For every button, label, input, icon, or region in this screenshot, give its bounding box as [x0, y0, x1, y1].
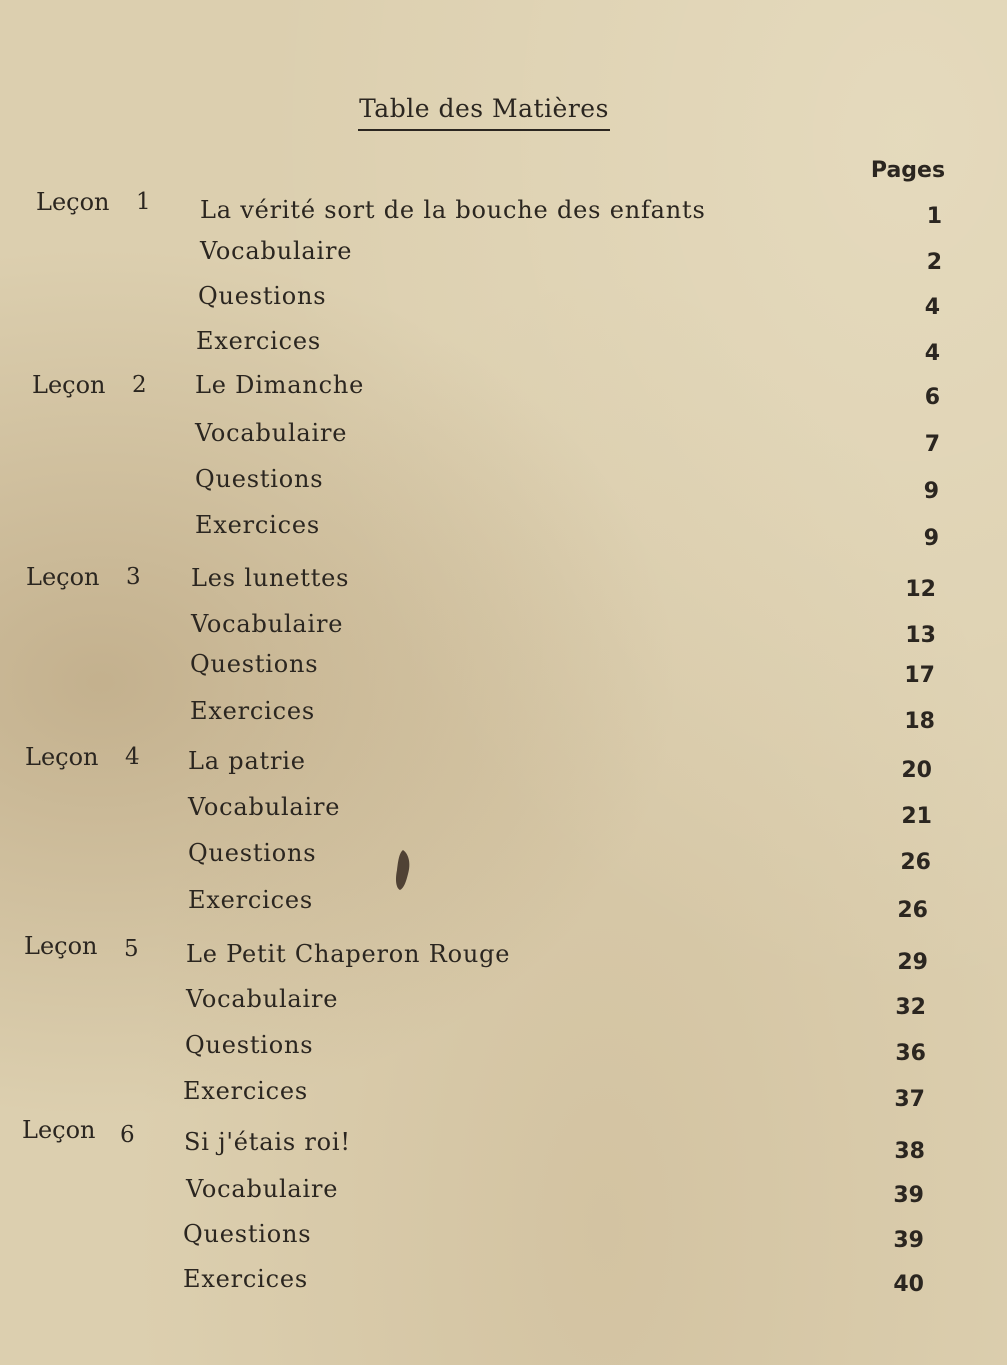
page-number: 13 [905, 623, 936, 648]
entry-exercices: Exercices [183, 1265, 309, 1293]
entry-questions: Questions [188, 839, 317, 867]
lesson-label: Leçon [32, 371, 106, 399]
entry-questions: Questions [198, 282, 327, 310]
page-number: 32 [895, 995, 926, 1020]
page-number: 18 [904, 709, 935, 734]
page-number: 20 [901, 758, 932, 783]
page-number: 1 [926, 204, 942, 229]
page-number: 38 [894, 1139, 925, 1164]
title-underline [358, 129, 610, 131]
entry-vocabulaire: Vocabulaire [200, 237, 353, 265]
page-number: 26 [897, 898, 928, 923]
lesson-label: Leçon [36, 188, 110, 216]
lesson-number: 2 [132, 372, 147, 398]
page-number: 21 [901, 804, 932, 829]
page-number: 37 [894, 1087, 925, 1112]
ink-blot [392, 848, 414, 892]
lesson-number: 3 [126, 564, 141, 590]
lesson-title: La patrie [188, 747, 306, 775]
page-number: 26 [900, 850, 931, 875]
lesson-title: La vérité sort de la bouche des enfants [200, 196, 706, 224]
entry-exercices: Exercices [196, 327, 322, 355]
page-number: 39 [893, 1228, 924, 1253]
page-number: 39 [893, 1183, 924, 1208]
lesson-number: 5 [124, 936, 139, 962]
lesson-label: Leçon [26, 563, 100, 591]
entry-exercices: Exercices [195, 511, 321, 539]
entry-vocabulaire: Vocabulaire [191, 610, 344, 638]
page-number: 9 [923, 479, 939, 504]
page-number: 4 [924, 295, 940, 320]
entry-exercices: Exercices [183, 1077, 309, 1105]
entry-questions: Questions [185, 1031, 314, 1059]
entry-questions: Questions [190, 650, 319, 678]
page-number: 7 [924, 432, 940, 457]
page-number: 2 [926, 250, 942, 275]
lesson-title: Le Petit Chaperon Rouge [186, 940, 511, 968]
page-number: 29 [897, 950, 928, 975]
entry-vocabulaire: Vocabulaire [186, 1175, 339, 1203]
entry-vocabulaire: Vocabulaire [195, 419, 348, 447]
page-number: 40 [893, 1272, 924, 1297]
lesson-number: 1 [136, 189, 151, 215]
lesson-label: Leçon [25, 743, 99, 771]
pages-column-header: Pages [870, 158, 946, 183]
page-number: 9 [923, 526, 939, 551]
entry-exercices: Exercices [190, 697, 316, 725]
page-number: 12 [905, 577, 936, 602]
entry-questions: Questions [195, 465, 324, 493]
entry-exercices: Exercices [188, 886, 314, 914]
lesson-title: Le Dimanche [195, 371, 365, 399]
lesson-number: 6 [120, 1122, 135, 1148]
entry-questions: Questions [183, 1220, 312, 1248]
lesson-number: 4 [125, 744, 140, 770]
entry-vocabulaire: Vocabulaire [186, 985, 339, 1013]
page-title: Table des Matières [359, 94, 609, 123]
lesson-title: Les lunettes [191, 564, 350, 592]
page-number: 17 [904, 663, 935, 688]
page-number: 4 [924, 341, 940, 366]
lesson-label: Leçon [22, 1116, 96, 1144]
entry-vocabulaire: Vocabulaire [188, 793, 341, 821]
lesson-label: Leçon [24, 932, 98, 960]
lesson-title: Si j'étais roi! [184, 1128, 351, 1156]
page-number: 6 [924, 385, 940, 410]
page-number: 36 [895, 1041, 926, 1066]
